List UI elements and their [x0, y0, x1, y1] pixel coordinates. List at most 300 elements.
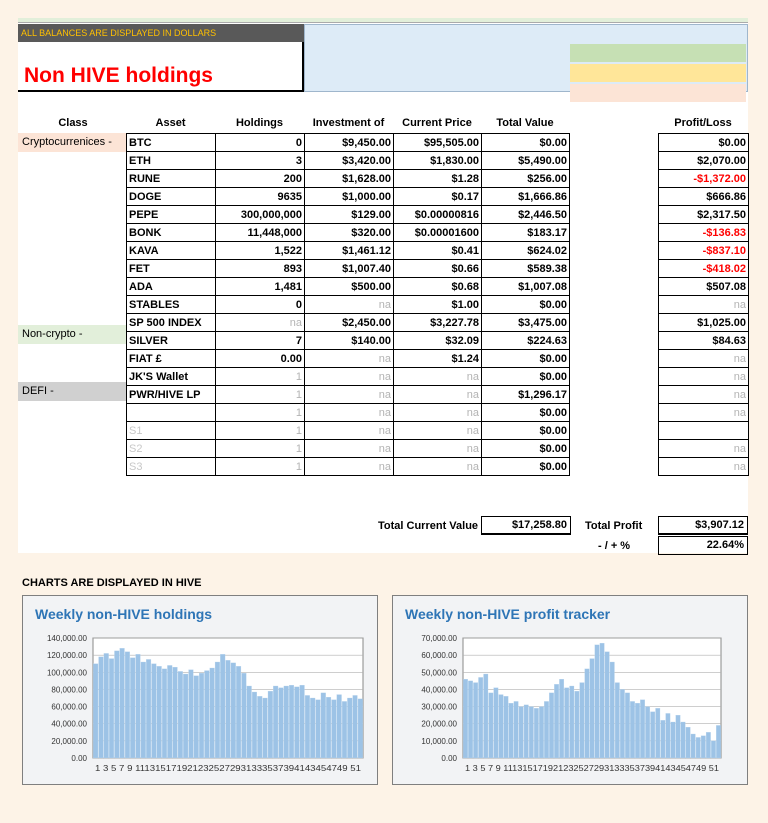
y-tick-label: 0.00 [71, 754, 87, 763]
data-bar [215, 662, 220, 758]
cell-asset[interactable]: JK'S Wallet [127, 368, 216, 386]
data-bar [575, 691, 579, 758]
cell-price[interactable]: $0.00001600 [394, 224, 482, 242]
profit-percent: 22.64% [658, 536, 748, 555]
data-bar [189, 670, 194, 758]
cell-profit[interactable]: $0.00 [659, 134, 749, 152]
table-row [659, 440, 749, 458]
data-bar [696, 737, 700, 758]
data-bar [585, 669, 589, 758]
table-row [659, 314, 749, 332]
chart-profit [392, 595, 748, 785]
cell-profit[interactable]: $2,317.50 [659, 206, 749, 224]
cell-holdings[interactable]: na [216, 314, 305, 332]
table-row [127, 368, 570, 386]
x-tick-labels: 1 3 5 7 9 1113151719212325272931333537394143454749 51 [465, 764, 720, 773]
cell-profit[interactable]: -$837.10 [659, 242, 749, 260]
cell-profit[interactable]: $2,070.00 [659, 152, 749, 170]
cell-profit[interactable]: na [659, 404, 749, 422]
x-tick-labels: 1 3 5 7 9 1113151719212325272931333537394143454749 51 [95, 764, 362, 773]
cell-holdings[interactable]: 893 [216, 260, 305, 278]
cell-investment[interactable]: na [305, 404, 394, 422]
data-bar [590, 659, 594, 758]
data-bar [104, 653, 109, 758]
data-bar [130, 658, 135, 758]
cell-holdings[interactable]: 1,522 [216, 242, 305, 260]
table-row [127, 350, 570, 368]
cell-profit[interactable]: na [659, 296, 749, 314]
cell-profit[interactable]: $666.86 [659, 188, 749, 206]
table-row [659, 188, 749, 206]
cell-total[interactable]: $2,446.50 [482, 206, 570, 224]
cell-total[interactable]: $0.00 [482, 368, 570, 386]
cell-price[interactable]: $0.66 [394, 260, 482, 278]
cell-price[interactable]: $1,830.00 [394, 152, 482, 170]
cell-total[interactable]: $1,666.86 [482, 188, 570, 206]
data-bar [656, 708, 660, 758]
cell-total[interactable]: $183.17 [482, 224, 570, 242]
data-bar [321, 693, 326, 758]
data-bar [273, 686, 278, 758]
total-profit-label: Total Profit [585, 520, 643, 532]
data-bar [347, 698, 352, 758]
cell-investment[interactable]: na [305, 386, 394, 404]
cell-asset[interactable]: RUNE [127, 170, 216, 188]
data-bar [242, 673, 247, 758]
header-investment: Investment of [312, 117, 385, 129]
cell-price[interactable]: $0.41 [394, 242, 482, 260]
table-row [659, 368, 749, 386]
cell-holdings[interactable]: 1 [216, 404, 305, 422]
data-bar [519, 707, 523, 758]
cell-price[interactable]: $95,505.00 [394, 134, 482, 152]
cell-holdings[interactable]: 11,448,000 [216, 224, 305, 242]
data-bar [494, 688, 498, 758]
table-row [659, 422, 749, 440]
data-bar [484, 674, 488, 758]
table-row [127, 296, 570, 314]
cell-asset[interactable]: STABLES [127, 296, 216, 314]
cell-holdings[interactable]: 1 [216, 458, 305, 476]
data-bar [610, 662, 614, 758]
y-tick-label: 70,000.00 [421, 634, 457, 643]
data-bar [559, 679, 563, 758]
data-bar [194, 676, 199, 758]
cell-investment[interactable]: $320.00 [305, 224, 394, 242]
y-tick-label: 60,000.00 [421, 651, 457, 661]
data-bar [252, 692, 257, 758]
data-bar [635, 703, 639, 758]
cell-total[interactable]: $1,007.08 [482, 278, 570, 296]
data-bar [199, 673, 204, 758]
data-bar [114, 651, 119, 758]
data-bar [489, 693, 493, 758]
y-tick-label: 50,000.00 [421, 668, 457, 678]
table-row [127, 152, 570, 170]
table-row [127, 278, 570, 296]
data-bar [564, 688, 568, 758]
cell-profit[interactable]: na [659, 440, 749, 458]
y-tick-label: 0.00 [441, 754, 457, 763]
data-bar [236, 666, 241, 758]
cell-asset[interactable]: FET [127, 260, 216, 278]
data-bar [226, 660, 231, 758]
class-crypto: Cryptocurrenices - [18, 133, 126, 152]
data-bar [615, 683, 619, 758]
total-profit: $3,907.12 [658, 516, 748, 535]
cell-asset[interactable]: PEPE [127, 206, 216, 224]
cell-profit[interactable]: $84.63 [659, 332, 749, 350]
table-row [659, 332, 749, 350]
data-bar [580, 683, 584, 758]
data-bar [539, 707, 543, 758]
cell-investment[interactable]: na [305, 368, 394, 386]
table-row [127, 188, 570, 206]
y-tick-label: 20,000.00 [51, 736, 87, 746]
data-bar [549, 693, 553, 758]
y-tick-label: 80,000.00 [51, 685, 87, 695]
cell-asset[interactable]: SILVER [127, 332, 216, 350]
cell-asset[interactable]: S3 [127, 458, 216, 476]
data-bar [595, 645, 599, 758]
table-row [659, 152, 749, 170]
cell-price[interactable]: $3,227.78 [394, 314, 482, 332]
cell-investment[interactable]: $1,628.00 [305, 170, 394, 188]
cell-holdings[interactable]: 200 [216, 170, 305, 188]
cell-price[interactable]: $0.17 [394, 188, 482, 206]
table-row [659, 350, 749, 368]
header-asset: Asset [155, 117, 186, 129]
cell-total[interactable]: $224.63 [482, 332, 570, 350]
data-bar [173, 667, 178, 758]
page-title: Non HIVE holdings [24, 64, 213, 87]
cell-holdings[interactable]: 300,000,000 [216, 206, 305, 224]
cell-price[interactable]: $0.68 [394, 278, 482, 296]
data-bar [257, 696, 262, 758]
y-tick-label: 100,000.00 [46, 668, 87, 678]
data-bar [473, 683, 477, 758]
table-row [127, 422, 570, 440]
profit-loss-table [658, 133, 749, 476]
cell-investment[interactable]: na [305, 422, 394, 440]
class-defi: DEFI - [18, 382, 126, 401]
cell-investment[interactable]: $1,000.00 [305, 188, 394, 206]
cell-price[interactable]: $1.28 [394, 170, 482, 188]
data-bar [316, 700, 321, 758]
y-tick-label: 10,000.00 [421, 736, 457, 746]
y-tick-label: 20,000.00 [421, 719, 457, 729]
table-row [127, 458, 570, 476]
table-row [659, 260, 749, 278]
data-bar [676, 715, 680, 758]
data-bar [681, 722, 685, 758]
data-bar [468, 681, 472, 758]
cell-price[interactable]: $0.00000816 [394, 206, 482, 224]
cell-investment[interactable]: $9,450.00 [305, 134, 394, 152]
header-class: Class [58, 117, 88, 129]
peach-band [570, 84, 746, 102]
cell-holdings[interactable]: 0 [216, 296, 305, 314]
cell-investment[interactable]: $500.00 [305, 278, 394, 296]
data-bar [152, 664, 157, 758]
cell-profit[interactable] [659, 422, 749, 440]
header-price: Current Price [402, 117, 472, 129]
cell-total[interactable]: $0.00 [482, 458, 570, 476]
data-bar [268, 691, 273, 758]
data-bar [499, 695, 503, 758]
cell-investment[interactable]: na [305, 458, 394, 476]
data-bar [514, 701, 518, 758]
cell-investment[interactable]: $129.00 [305, 206, 394, 224]
cell-investment[interactable]: na [305, 296, 394, 314]
cell-total[interactable]: $0.00 [482, 440, 570, 458]
data-bar [691, 734, 695, 758]
holdings-chart-svg [23, 596, 379, 786]
data-bar [605, 652, 609, 758]
cell-asset[interactable]: S1 [127, 422, 216, 440]
data-bar [534, 708, 538, 758]
cell-price[interactable]: na [394, 368, 482, 386]
data-bar [686, 727, 690, 758]
data-bar [210, 668, 215, 758]
cell-profit[interactable]: na [659, 350, 749, 368]
data-bar [650, 712, 654, 758]
cell-total[interactable]: $0.00 [482, 404, 570, 422]
cell-price[interactable]: na [394, 458, 482, 476]
data-bar [141, 662, 146, 758]
cell-total[interactable]: $0.00 [482, 422, 570, 440]
cell-total[interactable]: $0.00 [482, 350, 570, 368]
y-tick-label: 30,000.00 [421, 702, 457, 712]
table-row [659, 206, 749, 224]
data-bar [162, 669, 167, 758]
data-bar [146, 659, 151, 758]
data-bar [554, 684, 558, 758]
data-bar [645, 707, 649, 758]
cell-profit[interactable]: -$1,372.00 [659, 170, 749, 188]
cell-asset[interactable]: ETH [127, 152, 216, 170]
cell-total[interactable]: $5,490.00 [482, 152, 570, 170]
data-bar [342, 701, 347, 758]
data-bar [220, 654, 225, 758]
data-bar [284, 686, 289, 758]
cell-profit[interactable]: $1,025.00 [659, 314, 749, 332]
cell-total[interactable]: $3,475.00 [482, 314, 570, 332]
cell-investment[interactable]: $2,450.00 [305, 314, 394, 332]
data-bar [120, 648, 125, 758]
data-bar [661, 720, 665, 758]
table-row [659, 134, 749, 152]
cell-price[interactable]: na [394, 404, 482, 422]
data-bar [625, 693, 629, 758]
cell-total[interactable]: $589.38 [482, 260, 570, 278]
data-bar [178, 671, 183, 758]
data-bar [504, 696, 508, 758]
data-bar [640, 700, 644, 758]
total-value-label: Total Current Value [378, 520, 479, 532]
cell-asset[interactable]: ADA [127, 278, 216, 296]
data-bar [332, 700, 337, 758]
cell-holdings[interactable]: 3 [216, 152, 305, 170]
cell-profit[interactable]: -$418.02 [659, 260, 749, 278]
cell-investment[interactable]: na [305, 440, 394, 458]
cell-investment[interactable]: $140.00 [305, 332, 394, 350]
yellow-band [570, 64, 746, 82]
data-bar [463, 679, 467, 758]
cell-investment[interactable]: $3,420.00 [305, 152, 394, 170]
data-bar [701, 736, 705, 758]
chart-profit-title: Weekly non-HIVE profit tracker [405, 606, 611, 622]
cell-total[interactable]: $624.02 [482, 242, 570, 260]
class-noncrypto: Non-crypto - [18, 325, 126, 344]
data-bar [279, 688, 284, 758]
data-bar [666, 713, 670, 758]
table-row [659, 242, 749, 260]
cell-price[interactable]: $1.24 [394, 350, 482, 368]
data-bar [263, 698, 268, 758]
chart-holdings-title: Weekly non-HIVE holdings [35, 606, 213, 622]
green-band [570, 44, 746, 62]
cell-total[interactable]: $256.00 [482, 170, 570, 188]
data-bar [711, 741, 715, 758]
table-row [127, 224, 570, 242]
data-bar [93, 664, 98, 758]
cell-investment[interactable]: $1,461.12 [305, 242, 394, 260]
data-bar [294, 687, 299, 758]
data-bar [136, 654, 141, 758]
data-bar [358, 699, 363, 758]
cell-total[interactable]: $0.00 [482, 134, 570, 152]
table-row [127, 134, 570, 152]
data-bar [125, 652, 130, 758]
cell-holdings[interactable]: 1,481 [216, 278, 305, 296]
header-holdings: Holdings [235, 117, 284, 129]
cell-holdings[interactable]: 7 [216, 332, 305, 350]
cell-profit[interactable]: $507.08 [659, 278, 749, 296]
cell-holdings[interactable]: 1 [216, 386, 305, 404]
top-strip [18, 18, 748, 23]
data-bar [99, 657, 104, 758]
cell-investment[interactable]: na [305, 350, 394, 368]
data-bar [600, 643, 604, 758]
table-row [127, 386, 570, 404]
cell-price[interactable]: $32.09 [394, 332, 482, 350]
cell-asset[interactable]: SP 500 INDEX [127, 314, 216, 332]
cell-asset[interactable]: BTC [127, 134, 216, 152]
table-row [659, 404, 749, 422]
data-bar [529, 707, 533, 758]
cell-holdings[interactable]: 1 [216, 422, 305, 440]
cell-profit[interactable]: -$136.83 [659, 224, 749, 242]
data-bar [353, 695, 358, 758]
cell-holdings[interactable]: 0 [216, 134, 305, 152]
cell-asset[interactable]: FIAT £ [127, 350, 216, 368]
cell-asset[interactable] [127, 404, 216, 422]
data-bar [204, 671, 209, 758]
table-row [127, 170, 570, 188]
data-bar [231, 663, 236, 758]
data-bar [706, 732, 710, 758]
data-bar [310, 698, 315, 758]
cell-asset[interactable]: BONK [127, 224, 216, 242]
data-bar [326, 697, 331, 758]
y-tick-label: 40,000.00 [51, 719, 87, 729]
table-row [659, 296, 749, 314]
cell-investment[interactable]: $1,007.40 [305, 260, 394, 278]
data-bar [289, 685, 294, 758]
y-tick-label: 60,000.00 [51, 702, 87, 712]
data-bar [671, 722, 675, 758]
y-tick-label: 40,000.00 [421, 685, 457, 695]
cell-holdings[interactable]: 9635 [216, 188, 305, 206]
data-bar [305, 695, 310, 758]
percent-label: - / + % [598, 540, 631, 552]
total-value: $17,258.80 [481, 516, 571, 535]
table-row [127, 314, 570, 332]
table-row [127, 440, 570, 458]
table-row [127, 260, 570, 278]
cell-profit[interactable]: na [659, 458, 749, 476]
holdings-table [126, 133, 570, 476]
data-bar [524, 705, 528, 758]
table-row [127, 242, 570, 260]
data-bar [716, 725, 720, 758]
cell-asset[interactable]: KAVA [127, 242, 216, 260]
cell-price[interactable]: na [394, 422, 482, 440]
data-bar [247, 686, 252, 758]
cell-holdings[interactable]: 1 [216, 440, 305, 458]
data-bar [620, 689, 624, 758]
charts-heading: CHARTS ARE DISPLAYED IN HIVE [22, 577, 202, 589]
cell-asset[interactable]: S2 [127, 440, 216, 458]
table-row [127, 404, 570, 422]
cell-total[interactable]: $1,296.17 [482, 386, 570, 404]
table-row [659, 170, 749, 188]
cell-price[interactable]: $1.00 [394, 296, 482, 314]
data-bar [337, 695, 342, 758]
cell-asset[interactable]: PWR/HIVE LP [127, 386, 216, 404]
data-bar [478, 677, 482, 758]
chart-holdings [22, 595, 378, 785]
cell-holdings[interactable]: 1 [216, 368, 305, 386]
data-bar [157, 666, 162, 758]
cell-profit[interactable]: na [659, 368, 749, 386]
cell-price[interactable]: na [394, 386, 482, 404]
cell-asset[interactable]: DOGE [127, 188, 216, 206]
data-bar [509, 703, 513, 758]
profit-chart-svg [393, 596, 739, 786]
data-bar [570, 686, 574, 758]
table-row [659, 386, 749, 404]
data-bar [109, 659, 114, 758]
table-row [659, 458, 749, 476]
data-bar [183, 674, 188, 758]
y-tick-label: 120,000.00 [46, 651, 87, 661]
data-bar [544, 701, 548, 758]
table-row [659, 278, 749, 296]
table-row [127, 332, 570, 350]
data-bar [630, 701, 634, 758]
y-tick-label: 140,000.00 [46, 634, 87, 643]
table-row [127, 206, 570, 224]
cell-total[interactable]: $0.00 [482, 296, 570, 314]
header-total: Total Value [496, 117, 554, 129]
data-bar [300, 685, 305, 758]
data-bar [167, 665, 172, 758]
cell-profit[interactable]: na [659, 386, 749, 404]
cell-holdings[interactable]: 0.00 [216, 350, 305, 368]
cell-price[interactable]: na [394, 440, 482, 458]
